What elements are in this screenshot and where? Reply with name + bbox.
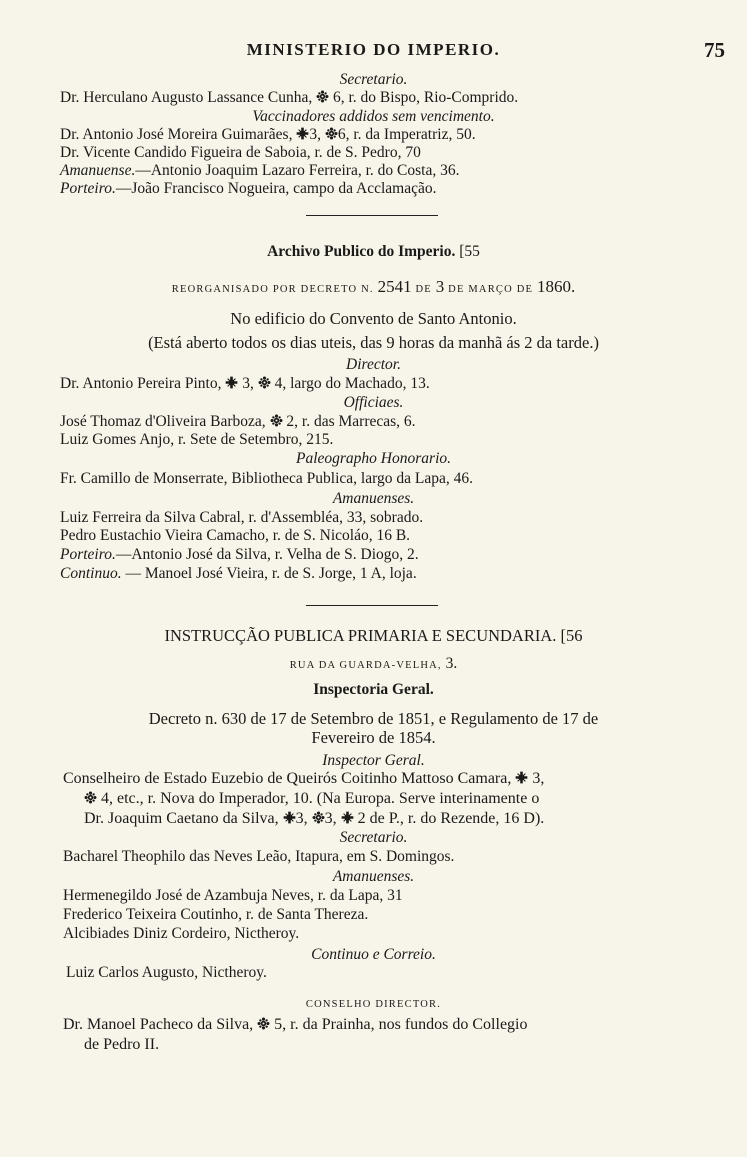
order-rose-icon xyxy=(84,791,97,804)
secretario-heading: Secretario. xyxy=(339,71,408,88)
order-christ-cross-icon xyxy=(283,811,296,824)
amanuenses-heading: Amanuenses. xyxy=(332,490,415,507)
conselho-heading: CONSELHO DIRECTOR. xyxy=(305,999,442,1010)
entry-line: Dr. Manoel Pacheco da Silva, 5, r. da Prainha, nos fundos do Collegio xyxy=(63,1016,528,1033)
entry-line: Dr. Joaquim Caetano da Silva, 3, 3, 2 de P., r. do Rezende, 16 D). xyxy=(84,810,545,827)
order-christ-cross-icon xyxy=(225,376,238,389)
entry-line: Conselheiro de Estado Euzebio de Queirós Coitinho Mattoso Camara, 3, xyxy=(63,770,545,787)
archivo-location: No edificio do Convento de Santo Antonio. xyxy=(230,309,517,328)
director-heading: Director. xyxy=(346,356,401,373)
decree-line: Fevereiro de 1854. xyxy=(311,728,436,747)
order-rose-icon xyxy=(270,414,283,427)
archivo-hours: (Está aberto todos os dias uteis, das 9 horas da manhã ás 2 da tarde.) xyxy=(148,333,599,352)
continuo-heading: Continuo e Correio. xyxy=(311,946,436,963)
order-rose-icon xyxy=(257,1017,270,1030)
vaccinadores-heading: Vaccinadores addidos sem vencimento. xyxy=(252,108,495,125)
entry-line: Dr. Antonio Pereira Pinto, 3, 4, largo do Machado, 13. xyxy=(60,375,430,392)
entry-line: Luiz Carlos Augusto, Nictheroy. xyxy=(66,964,267,981)
secretario-heading: Secretario. xyxy=(339,829,408,846)
archivo-title: Archivo Publico do Imperio. [55 xyxy=(267,243,480,260)
section-divider xyxy=(306,215,438,216)
inspector-heading: Inspector Geral. xyxy=(322,752,425,769)
officiaes-heading: Officiaes. xyxy=(343,394,404,411)
entry-line: Hermenegildo José de Azambuja Neves, r. da Lapa, 31 xyxy=(63,887,403,904)
archivo-decree: REORGANISADO POR DECRETO N. 2541 DE 3 DE MARÇO DE 1860. xyxy=(171,277,576,296)
instruccao-address: RUA DA GUARDA-VELHA, 3. xyxy=(289,655,458,672)
entry-line: Continuo. — Manoel José Vieira, r. de S. Jorge, 1 A, loja. xyxy=(60,565,417,582)
entry-line: Luiz Gomes Anjo, r. Sete de Setembro, 215. xyxy=(60,431,334,448)
paleographo-heading: Paleographo Honorario. xyxy=(296,450,451,467)
running-head xyxy=(0,40,747,64)
entry-line: Amanuense.—Antonio Joaquim Lazaro Ferreira, r. do Costa, 36. xyxy=(60,162,460,179)
page-number: 75 xyxy=(704,38,725,62)
instruccao-title: INSTRUCÇÃO PUBLICA PRIMARIA E SECUNDARIA. [56 xyxy=(164,626,583,645)
entry-line: Luiz Ferreira da Silva Cabral, r. d'Assembléa, 33, sobrado. xyxy=(60,509,424,526)
order-christ-cross-icon xyxy=(515,771,528,784)
entry-line: Dr. Antonio José Moreira Guimarães, 3, 6, r. da Imperatriz, 50. xyxy=(60,126,476,143)
entry-line: Bacharel Theophilo das Neves Leão, Itapura, em S. Domingos. xyxy=(63,848,455,865)
entry-line: Dr. Herculano Augusto Lassance Cunha, 6, r. do Bispo, Rio-Comprido. xyxy=(60,89,519,106)
inspectoria-title: Inspectoria Geral. xyxy=(313,681,434,698)
entry-line: Alcibiades Diniz Cordeiro, Nictheroy. xyxy=(63,925,300,942)
entry-line: Porteiro.—Antonio José da Silva, r. Velha de S. Diogo, 2. xyxy=(60,546,419,563)
order-rose-icon xyxy=(312,811,325,824)
order-christ-cross-icon xyxy=(296,127,309,140)
entry-line: Porteiro.—João Francisco Nogueira, campo da Acclamação. xyxy=(60,180,437,197)
entry-line: Pedro Eustachio Vieira Camacho, r. de S. Nicoláo, 16 B. xyxy=(60,527,411,544)
entry-line: José Thomaz d'Oliveira Barboza, 2, r. das Marrecas, 6. xyxy=(60,413,416,430)
section-divider xyxy=(306,605,438,606)
entry-line: Fr. Camillo de Monserrate, Bibliotheca Publica, largo da Lapa, 46. xyxy=(60,470,473,487)
order-rose-icon xyxy=(325,127,338,140)
order-rose-icon xyxy=(316,90,329,103)
amanuenses-heading: Amanuenses. xyxy=(332,868,415,885)
entry-line: Frederico Teixeira Coutinho, r. de Santa Thereza. xyxy=(63,906,369,923)
running-title: MINISTERIO DO IMPERIO. xyxy=(246,40,501,59)
entry-line: Dr. Vicente Candido Figueira de Saboia, r. de S. Pedro, 70 xyxy=(60,144,421,161)
decree-line: Decreto n. 630 de 17 de Setembro de 1851, e Regulamento de 17 de xyxy=(148,709,599,728)
entry-line: de Pedro II. xyxy=(84,1036,160,1053)
order-rose-icon xyxy=(258,376,271,389)
entry-line: 4, etc., r. Nova do Imperador, 10. (Na Europa. Serve interinamente o xyxy=(84,790,539,808)
order-christ-cross-icon xyxy=(341,811,354,824)
